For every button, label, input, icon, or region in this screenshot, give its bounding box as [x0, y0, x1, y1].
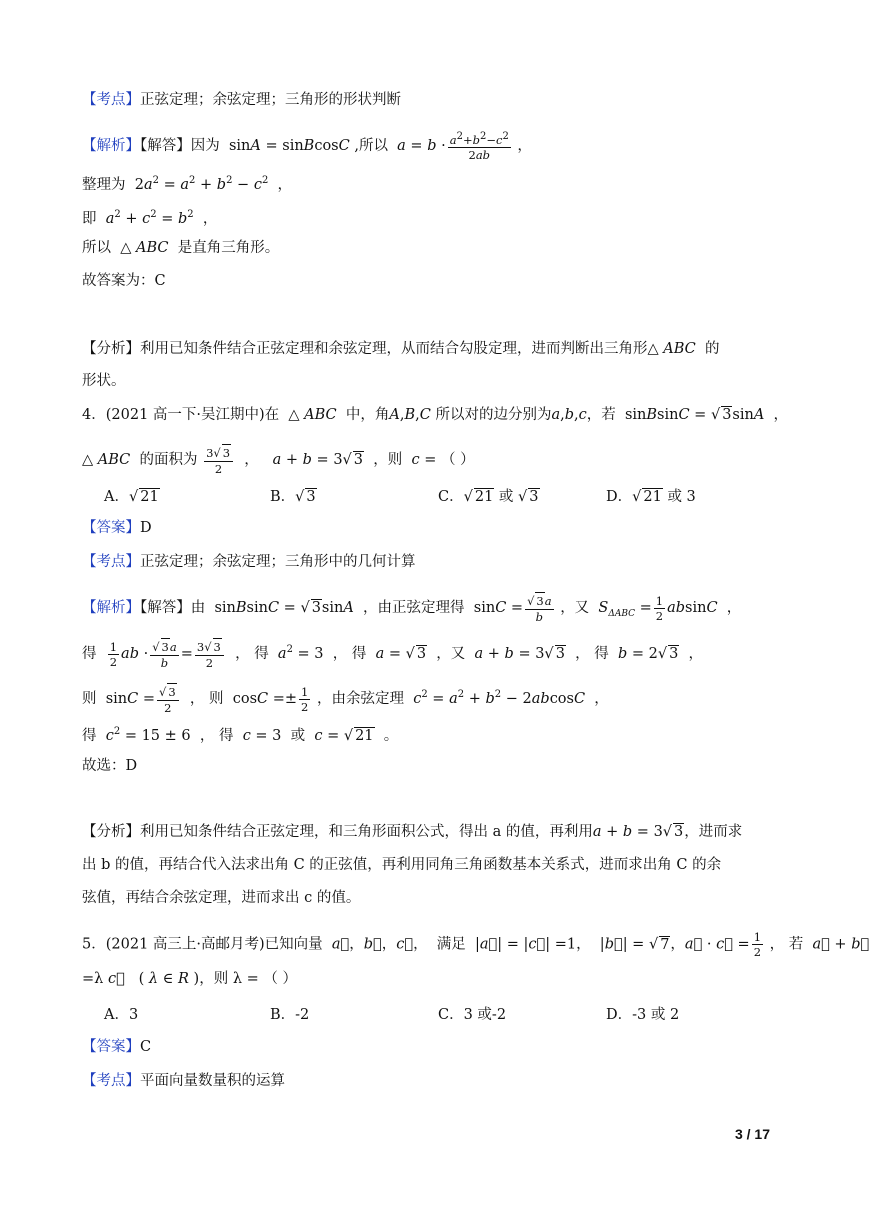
q4-stem-text: 中，角: [345, 407, 390, 423]
q4-kaodian-line: [82, 552, 416, 572]
q5-option-a: [104, 1003, 138, 1024]
q4-text: 由: [190, 600, 206, 616]
option-label: B．-2: [270, 1007, 310, 1023]
q4-answer: D: [140, 520, 152, 536]
q3-fenxi-line1: 【分析】利用已知条件结合正弦定理和余弦定理，从而结合勾股定理，进而判断出三角形△ ABC 的: [82, 341, 720, 357]
fraction: $\frac{√ 3a}{b}$: [152, 640, 177, 670]
q4-answer-line: [82, 518, 152, 538]
jieda-tag: 【解答】: [140, 137, 191, 154]
q4-fenxi-line2: [82, 855, 721, 875]
q3-text: 整理为: [82, 176, 126, 193]
q4-source: (2021 高一下·吴江期中): [105, 407, 265, 423]
fraction: $\frac{3√ 3}{2}$: [204, 444, 233, 476]
option-text: 或: [498, 489, 514, 505]
page-number: 3 / 17: [734, 1126, 770, 1142]
q4-text: 得: [594, 646, 609, 662]
q4-stem-line2: △ ABC 的面积为 $\frac{3√ 3}{2}$ ， a + b = 3√ 3 ，则 c = （ ）: [82, 446, 475, 476]
q4-text: 则: [209, 691, 224, 707]
q4-number: 4．: [82, 407, 106, 423]
q3-text: 所以: [82, 240, 111, 256]
option-label: C．3 或-2: [438, 1007, 507, 1023]
q4-stem-text: = （ ）: [424, 452, 475, 468]
q4-text: 或: [290, 727, 306, 744]
fraction: $\frac{√ 3}{2}$: [157, 683, 179, 715]
q4-stem-text: ，则: [373, 452, 403, 468]
q3-kaodian-line: [82, 90, 401, 110]
q3-answer-line: [82, 271, 166, 291]
fraction: $\frac{√ 3a}{b}$: [527, 594, 552, 624]
q4-jiexi-line3: 则 sinC = $\frac{√ 3}{2}$ ， 则 cosC =± $\frac{1}{2}$ ，由余弦定理 $c^2 = a^2 + b^2 - 2abcosC$ ，: [82, 684, 609, 715]
q5-number: 5．: [82, 936, 106, 953]
q4-option-c: C．√ 21 或 √ 3: [438, 489, 539, 505]
q5-stem-text: =λ: [82, 971, 104, 987]
q3-text: ,所以: [354, 137, 388, 154]
jiexi-tag: 【解析】: [82, 600, 140, 616]
jieda-tag: 【解答】: [140, 600, 191, 616]
q4-fenxi-text: 利用已知条件结合正弦定理，和三角形面积公式，得出 a 的值，再利用: [140, 824, 593, 840]
q5-option-d: [606, 1003, 679, 1024]
option-label: B．: [270, 489, 296, 505]
q4-fenxi-line1: 【分析】利用已知条件结合正弦定理，和三角形面积公式，得出 a 的值，再利用a + b = 3√ 3，进而求: [82, 824, 743, 840]
q3-text: 因为: [190, 137, 220, 154]
fenxi-tag: 【分析】: [82, 341, 140, 357]
q3-suoyi-line: 所以 △ ABC 是直角三角形。: [82, 240, 280, 256]
q4-option-a: A．√ 21: [104, 489, 159, 505]
q4-stem-text: 所以对的边分别为: [435, 407, 552, 423]
q4-option-d: D．√ 21 或 3: [606, 489, 696, 505]
fraction: $\frac{a2+b2-c2}{2ab}$: [449, 131, 509, 162]
q3-fenxi-text: 的: [704, 341, 720, 357]
kaodian-tag: 【考点】: [82, 92, 140, 108]
q3-jiexi-line: 【解析】【解答】因为 sinA = sinBcosC ,所以 a = b · $\frac{a2+b2-c2}{2ab}$ ，: [82, 131, 532, 162]
q4-fenxi-text: ，进而求: [684, 824, 743, 840]
q4-text: 得: [254, 646, 269, 662]
q3-text: 是直角三角形。: [177, 240, 280, 256]
fraction: $\frac{1}{2}$: [109, 639, 118, 669]
q3-text: 即: [82, 210, 97, 227]
q4-text: 得: [82, 646, 97, 662]
q4-text: ，又: [436, 646, 466, 662]
q4-text: 得: [82, 727, 97, 744]
option-label: D．-3 或 2: [606, 1007, 680, 1023]
q5-option-b: [270, 1003, 309, 1024]
q4-text: 则: [82, 691, 97, 707]
q4-final-line: [82, 756, 137, 776]
q4-text: 得: [351, 646, 367, 662]
q5-stem-text: 满足: [436, 936, 466, 953]
q4-fenxi-line3: [82, 888, 360, 908]
option-label: A．: [104, 489, 129, 505]
daan-tag: 【答案】: [82, 1039, 140, 1055]
q3-answer-text: 故答案为：C: [82, 273, 166, 289]
fraction: $\frac{1}{2}$: [301, 684, 309, 714]
kaodian-tag: 【考点】: [82, 554, 140, 570]
q5-source: (2021 高三上·高邮月考): [105, 936, 265, 953]
q5-option-c: [438, 1003, 506, 1024]
q3-fenxi-text: 形状。: [82, 373, 126, 389]
q4-kaodian-text: 正弦定理；余弦定理；三角形中的几何计算: [140, 554, 416, 570]
q4-stem-line1: 4．(2021 高一下·吴江期中)在 △ ABC 中，角A,B,C 所以对的边分别为a,b,c，若 sinBsinC = √ 3sinA ，: [82, 407, 789, 423]
q4-jiexi-line4: 得 $c^2 = 15 \pm 6$ ， 得 c = 3 或 c = √ 21 。: [82, 726, 399, 744]
q5-stem-line2: =λ c⃗ ( λ ∈ R )，则 λ = （ ）: [82, 971, 298, 987]
q4-stem-text: 的面积为: [139, 452, 198, 468]
q5-stem-text: ，则 λ = （ ）: [199, 971, 298, 987]
q4-text: ，又: [560, 600, 590, 616]
option-label: A．3: [104, 1007, 139, 1023]
q4-text: ，由余弦定理: [316, 691, 404, 707]
q4-stem-text: 在: [264, 407, 280, 423]
q5-answer: C: [140, 1039, 152, 1055]
q4-jiexi-line1: 【解析】【解答】由 sinBsinC = √ 3sinA ，由正弦定理得 sinC = $\frac{√ 3a}{b}$ ，又 $S_{\Delta ABC}$ = $\frac{1}{2}$ absinC ，: [82, 593, 742, 624]
fraction: $\frac{3√ 3}{2}$: [195, 638, 224, 670]
q5-kaodian-line: [82, 1071, 285, 1091]
jiexi-tag: 【解析】: [82, 137, 140, 154]
q5-answer-line: [82, 1037, 151, 1057]
q3-zhengli-line: 整理为 $2a^2 = a^2 + b^2 - c^2$ ，: [82, 175, 293, 193]
fraction: $\frac{1}{2}$: [753, 930, 762, 959]
option-text: 或 3: [667, 489, 696, 505]
q5-stem-text: 若: [788, 936, 804, 953]
fraction: $\frac{1}{2}$: [655, 593, 664, 623]
q4-text: ，由正弦定理得: [363, 600, 465, 616]
q4-stem-text: ，若: [586, 407, 616, 423]
q4-fenxi-text: 出 b 的值，再结合代入法求出角 C 的正弦值，再利用同角三角函数基本关系式，进而求出角 C 的余: [82, 857, 722, 873]
q4-fenxi-text: 弦值，再结合余弦定理，进而求出 c 的值。: [82, 890, 361, 906]
option-label: D．: [606, 489, 633, 505]
fenxi-tag: 【分析】: [82, 824, 140, 840]
q5-kaodian-text: 平面向量数量积的运算: [140, 1073, 285, 1089]
q4-final-text: 故选：D: [82, 758, 138, 774]
kaodian-tag: 【考点】: [82, 1073, 140, 1089]
q3-kaodian-text: 正弦定理；余弦定理；三角形的形状判断: [140, 92, 401, 108]
option-label: C．: [438, 489, 464, 505]
daan-tag: 【答案】: [82, 520, 140, 536]
q5-stem-line1: 5．(2021 高三上·高邮月考)已知向量 a⃗，b⃗，c⃗， 满足 |a⃗| = |c⃗| =1， |b⃗| = √ 7，a⃗ · c⃗ = $\frac{1}{2}$ ， 若 a⃗ + b⃗: [82, 930, 869, 959]
q4-option-b: B．√ 3: [270, 489, 316, 505]
q4-jiexi-line2: 得 $\frac{1}{2}$ ab · $\frac{√ 3a}{b}$ = $\frac{3√ 3}{2}$ ， 得 $a^2 = 3$ ， 得 a = √ 3 ，又 a + b = 3√ 3 ， 得 b = 2√ 3 ，: [82, 639, 704, 670]
q3-fenxi-line2: [82, 371, 126, 391]
q3-fenxi-text: 利用已知条件结合正弦定理和余弦定理，从而结合勾股定理，进而判断出三角形△: [140, 341, 659, 357]
q5-stem-text: 已知向量: [264, 936, 323, 953]
q4-text: 得: [218, 727, 234, 744]
q3-ji-line: 即 $a^2 + c^2 = b^2$ ，: [82, 209, 218, 227]
